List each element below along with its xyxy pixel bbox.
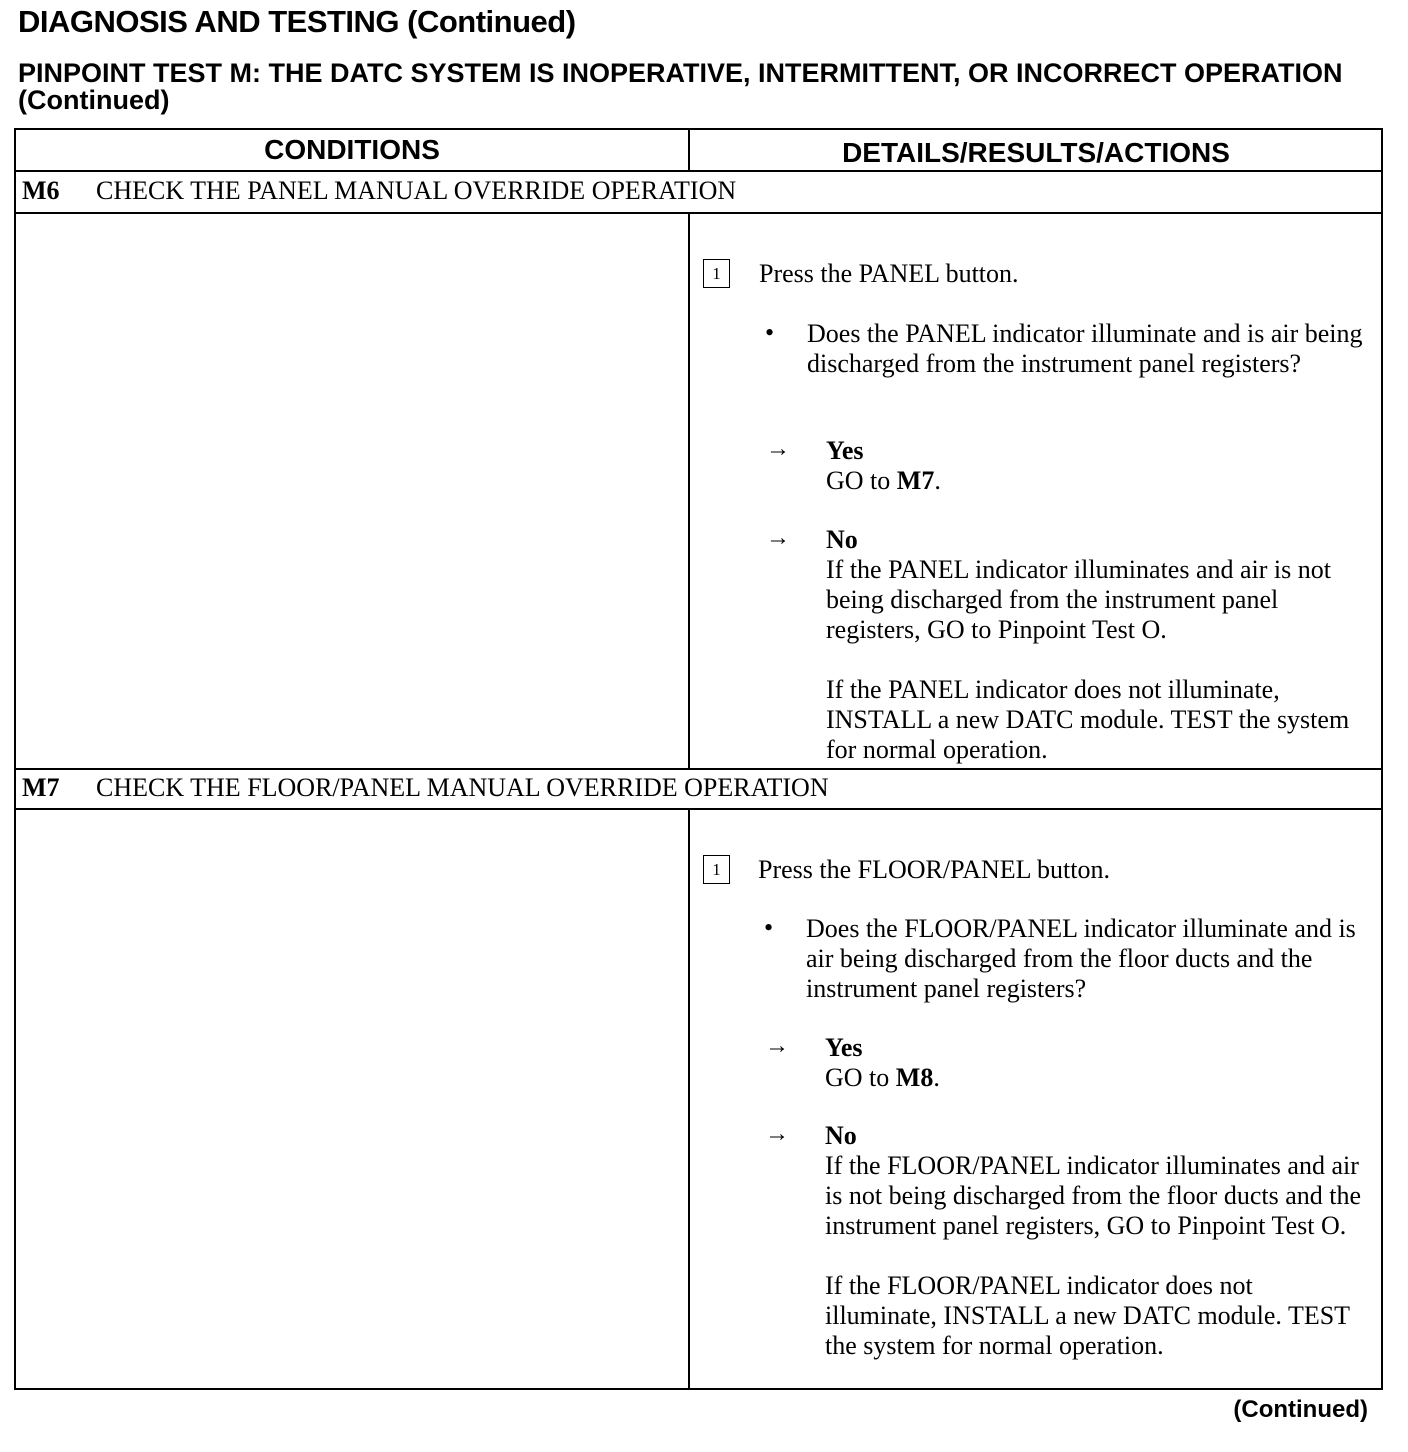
m6-title-divider [14,212,1383,214]
step-action-text: Press the PANEL button. [759,259,1019,288]
yes-action [826,466,1366,496]
yes-label: Yes [826,436,864,465]
m7-title-divider [14,808,1383,810]
yes-go-text: GO to [826,466,891,495]
step-title: CHECK THE PANEL MANUAL OVERRIDE OPERATION [96,176,737,205]
step-question-text: Does the PANEL indicator illuminate and is air being discharged from the instrument panel registers? [807,319,1363,378]
no-result [826,525,1366,765]
no-action-2: If the PANEL indicator does not illuminate, INSTALL a new DATC module. TEST the system for normal operation. [826,675,1350,764]
yes-result [826,436,1366,496]
no-result [825,1121,1365,1361]
column-header-conditions: CONDITIONS [264,134,440,165]
yes-go-text: GO to [825,1063,890,1092]
step-m6-title-row [22,176,736,206]
step-question-text: Does the FLOOR/PANEL indicator illuminate and is air being discharged from the floor ducts and the instrument panel registers? [806,914,1356,1003]
sub-step-number-box: 1 [703,855,730,884]
step-title: CHECK THE FLOOR/PANEL MANUAL OVERRIDE OPERATION [96,773,829,802]
yes-label: Yes [825,1033,863,1062]
arrow-right-icon: → [766,436,790,462]
no-action-1: If the PANEL indicator illuminates and air is not being discharged from the instrument panel registers, GO to Pinpoint Test O. [826,555,1331,644]
step-m7-title-row [22,773,829,803]
pinpoint-test-title: PINPOINT TEST M: THE DATC SYSTEM IS INOPERATIVE, INTERMITTENT, OR INCORRECT OPERATION (Continued) [18,58,1343,115]
page-heading: DIAGNOSIS AND TESTING (Continued) [18,4,576,39]
bullet-icon: • [765,318,775,347]
yes-end: . [933,1063,940,1092]
no-action-2: If the FLOOR/PANEL indicator does not illuminate, INSTALL a new DATC module. TEST the system for normal operation. [825,1271,1350,1360]
no-label: No [825,1121,857,1150]
m6-column-divider [688,212,690,770]
step-action-text: Press the FLOOR/PANEL button. [758,855,1110,884]
yes-action [825,1063,1365,1093]
yes-end: . [934,466,941,495]
header-row-divider [14,170,1383,172]
arrow-right-icon: → [766,525,790,551]
yes-target-step: M8 [895,1063,934,1092]
sub-step-number-box: 1 [703,259,730,288]
bullet-icon: • [764,913,774,942]
arrow-right-icon: → [765,1121,789,1147]
no-label: No [826,525,858,554]
m6-bottom-divider [14,768,1383,770]
no-action-1: If the FLOOR/PANEL indicator illuminates and air is not being discharged from the floor ducts and the instrument panel registers, GO to Pinpoint Test O. [825,1151,1362,1240]
column-header-details: DETAILS/RESULTS/ACTIONS [842,137,1230,168]
m7-column-divider [688,808,690,1390]
yes-target-step: M7 [896,466,935,495]
continued-footer: (Continued) [1233,1396,1368,1423]
step-id: M6 [22,176,60,205]
arrow-right-icon: → [765,1033,789,1059]
yes-result [825,1033,1365,1093]
step-id: M7 [22,773,60,802]
